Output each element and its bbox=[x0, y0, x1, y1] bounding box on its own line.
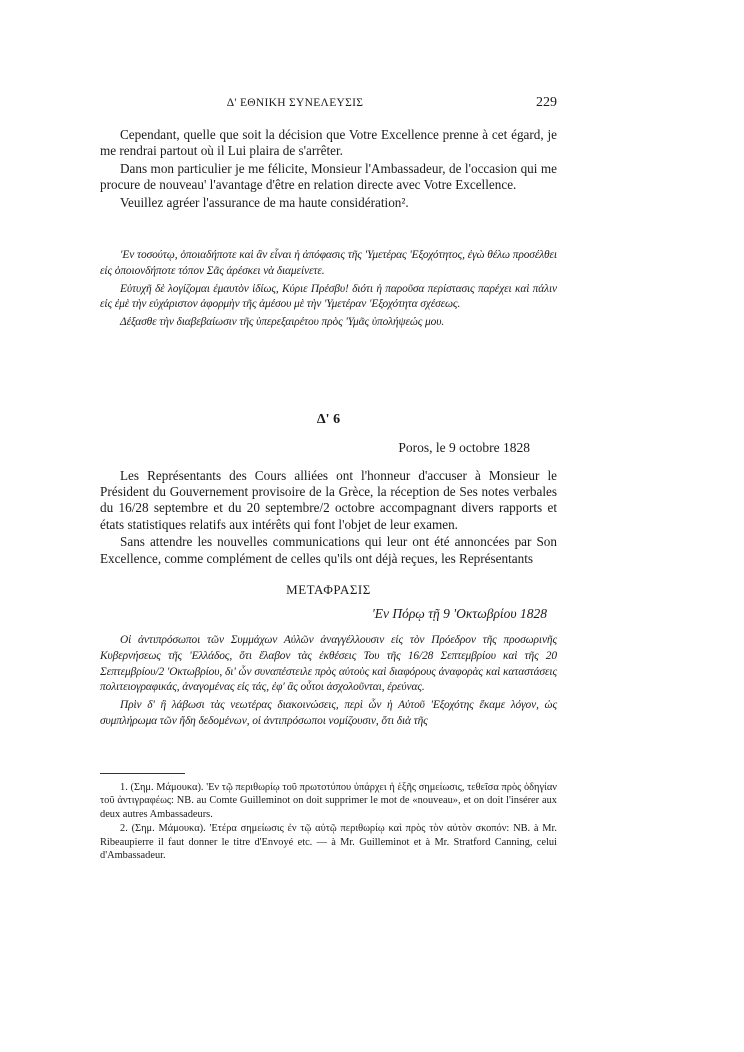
paragraph: Sans attendre les nouvelles communications qui leur ont été annoncées par Son Excellence, comme complément de celles qu'ils ont déjà reçues, les Représentants bbox=[100, 534, 557, 566]
document-number: Δ' 6 bbox=[316, 412, 341, 427]
paragraph: Cependant, quelle que soit la décision que Votre Excellence prenne à cet égard, je me rendrai partout où il Lui plaira de s'arrêter. bbox=[100, 127, 557, 159]
paragraph: Οἱ ἀντιπρόσωποι τῶν Συμμάχων Αὐλῶν ἀναγγέλλουσιν εἰς τὸν Πρόεδρον τῆς προσωρινῆς Κυβερνήσεως τῆς 'Ελλάδος, ὅτι ἔλαβον τὰς ἐκθέσεις Του τῆς 16/28 Σεπτεμβρίου καὶ τῆς 20 Σεπτεμβρίου/2 'Οκτωβρίου, δι' ὧν συναπέστειλε πρὸς αὐτοὺς καὶ διαφόρους ἀναφορὰς καὶ καταστάσεις πολιτειογραφικάς, ἀναγομένας εἰς τάς, ἐφ' ἃς οὗτοι ἀσχολοῦνται, ἐρεύνας. bbox=[100, 634, 557, 694]
footnotes bbox=[100, 781, 557, 863]
dateline: Poros, le 9 octobre 1828 bbox=[398, 440, 530, 455]
page-number: 229 bbox=[536, 95, 557, 110]
paragraph: Les Représentants des Cours alliées ont l'honneur d'accuser à Monsieur le Président du Gouvernement provisoire de la Grèce, la réception de Ses notes verbales du 16/28 septembre et du 20 septembre/2 octobre accompagnant divers rapports et états statistiques relatifs aux intérêts qui font l'objet de leur examen. bbox=[100, 468, 557, 532]
paragraph: 'Εν τοσούτῳ, ὁποιαδήποτε καὶ ἂν εἶναι ἡ ἀπόφασις τῆς 'Υμετέρας 'Εξοχότητος, ἐγὼ θέλω προσέλθει εἰς ὁποιονδήποτε τόπον Σᾶς ἀρέσκει νὰ διαμείνετε. bbox=[100, 249, 557, 277]
footnote-divider bbox=[100, 773, 185, 774]
paragraph: Veuillez agréer l'assurance de ma haute considération². bbox=[120, 194, 409, 210]
french-note-body bbox=[100, 468, 557, 568]
french-letter-closing bbox=[100, 127, 557, 213]
greek-letter-closing bbox=[100, 248, 557, 333]
paragraph: Εὐτυχῆ δὲ λογίζομαι ἐμαυτὸν ἰδίως, Κύριε Πρέσβυ! διότι ἡ παροῦσα περίστασις παρέχει καὶ πάλιν εἰς ἐμὲ τὴν εὐχάριστον ἀφορμὴν τῆς ἀμέσου μὲ τὴν 'Υμετέραν 'Εξοχότητα σχέσεως. bbox=[100, 282, 557, 311]
greek-note-body bbox=[100, 633, 557, 732]
translation-heading: ΜΕΤΑΦΡΑΣΙΣ bbox=[286, 582, 371, 597]
paragraph: Dans mon particulier je me félicite, Monsieur l'Ambassadeur, de l'occasion qui me procure de nouveau' l'avantage d'être en relation directe avec Votre Excellence. bbox=[100, 160, 557, 193]
running-title: Δ' ΕΘΝΙΚΗ ΣΥΝΕΛΕΥΣΙΣ bbox=[226, 97, 364, 109]
footnote: 1. (Σημ. Μάμουκα). 'Εν τῷ περιθωρίῳ τοῦ πρωτοτύπου ὑπάρχει ἡ ἑξῆς σημείωσις, τεθεῖσα πρὸς ὁδηγίαν τοῦ ἀντιγραφέως: NB. au Comte Guilleminot on doit supprimer le mot de «nouveau», et on doit l'insérer aux deux autres Ambassadeurs. bbox=[100, 782, 557, 820]
page-header bbox=[100, 97, 557, 113]
greek-dateline: 'Εν Πόρῳ τῇ 9 'Οκτωβρίου 1828 bbox=[371, 606, 547, 621]
paragraph: Πρὶν δ' ἢ λάβωσι τὰς νεωτέρας διακοινώσεις, περὶ ὧν ἡ Αὐτοῦ 'Εξοχότης ἔκαμε λόγον, ὡς συμπλήρωμα τῶν ἤδη δεδομένων, οἱ ἀντιπρόσωποι νομίζουσιν, ὅτι διὰ τῆς bbox=[100, 699, 557, 727]
paragraph: Δέξασθε τὴν διαβεβαίωσιν τῆς ὑπερεξαιρέτου πρὸς 'Υμᾶς ὑπολήψεώς μου. bbox=[120, 316, 445, 329]
footnote: 2. (Σημ. Μάμουκα). 'Ετέρα σημείωσις ἐν τῷ αὐτῷ περιθωρίῳ καὶ πρὸς τὸν αὐτὸν σκοπόν: NB. à Mr. Ribeaupierre il faut donner le titre d'Envoyé etc. — à Mr. Guilleminot et à Mr. Stratford Canning, celui d'Ambassadeur. bbox=[100, 823, 557, 862]
